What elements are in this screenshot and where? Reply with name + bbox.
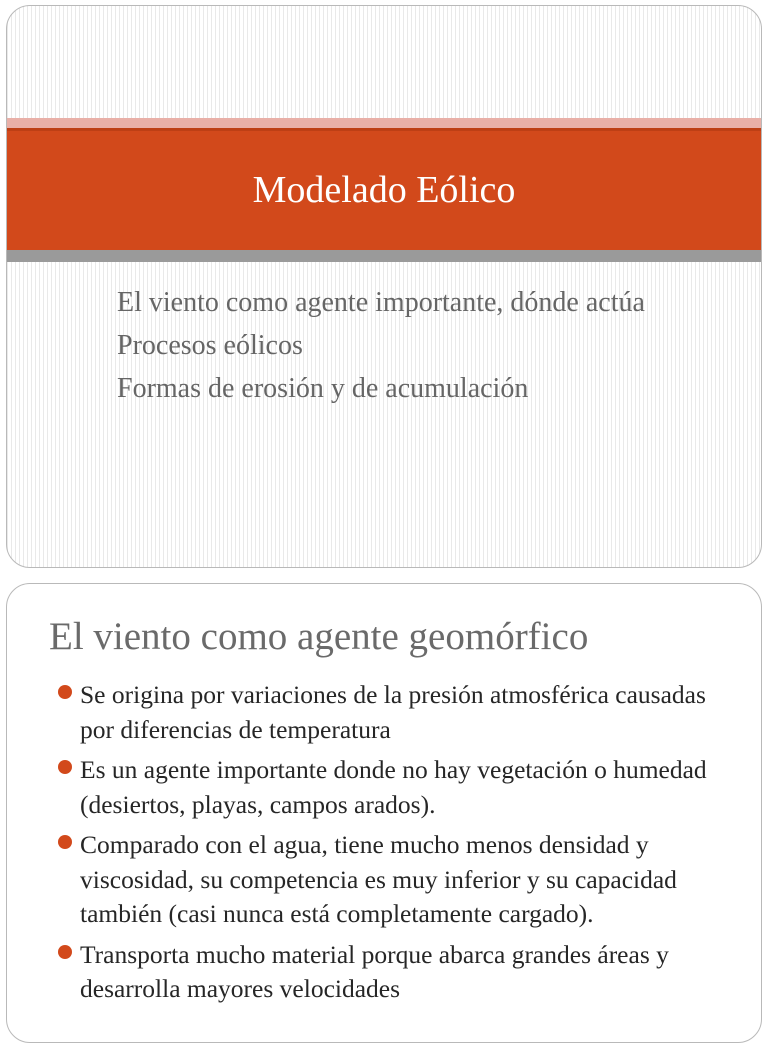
subtitle-item: Formas de erosión y de acumulación <box>117 373 529 404</box>
accent-band-top <box>7 118 761 128</box>
bullet-text: Comparado con el agua, tiene mucho menos densidad y viscosidad, su competencia es muy inferior y su capacidad también (casi nunca está completamente cargado). <box>80 830 677 928</box>
bullet-dot-icon <box>58 685 72 699</box>
bullet-item <box>55 828 731 932</box>
bullet-dot-icon <box>58 760 72 774</box>
bullet-item <box>55 753 731 822</box>
subtitle-list <box>117 281 645 410</box>
title-slide <box>6 5 762 568</box>
accent-band-bottom <box>7 250 761 262</box>
bullet-list <box>55 678 731 1013</box>
bullet-dot-icon <box>58 835 72 849</box>
subtitle-item: Procesos eólicos <box>117 330 303 361</box>
content-slide <box>6 583 762 1043</box>
slide-title: Modelado Eólico <box>252 169 516 211</box>
subtitle-item: El viento como agente importante, dónde actúa <box>117 287 645 318</box>
bullet-item <box>55 678 731 747</box>
bullet-text: Se origina por variaciones de la presión atmosférica causadas por diferencias de temperatura <box>80 680 706 744</box>
bullet-text: Transporta mucho material porque abarca grandes áreas y desarrolla mayores velocidades <box>80 939 669 1003</box>
content-slide-title: El viento como agente geomórfico <box>49 615 589 658</box>
bullet-dot-icon <box>58 945 72 959</box>
bullet-text: Es un agente importante donde no hay vegetación o humedad (desiertos, playas, campos arados). <box>80 755 707 819</box>
bullet-item <box>55 938 731 1007</box>
